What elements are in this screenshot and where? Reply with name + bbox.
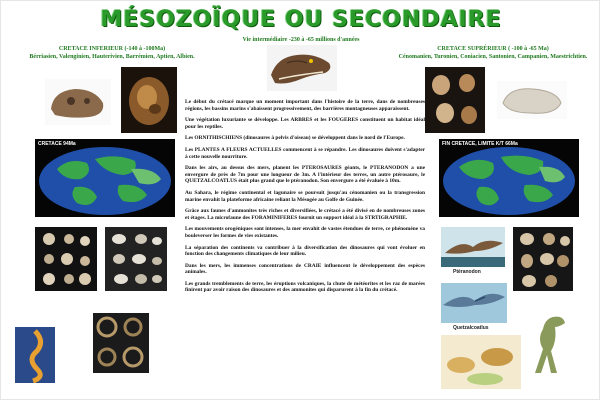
standing-dinosaur-image	[529, 307, 573, 377]
pteranodon-image	[441, 227, 505, 267]
fossil-shell-image	[497, 81, 567, 119]
lower-cretaceous-title: CRETACE INFERIEUR (-140 à -100Ma)	[58, 46, 166, 52]
upper-cretaceous-stages: Cénomanien, Turonien, Coniacien, Santonien, Campanien, Maestrichtien.	[398, 54, 588, 60]
ammonite-eggs-image	[425, 67, 485, 133]
pteranodon-caption: Ptéranodon	[453, 269, 481, 275]
paragraph-11: Les grands tremblements de terre, les éruptions volcaniques, la chute de météorites et les raz de marées finirent par avoir raison des dinosaures et des ammonites qui disparurent à la fin du crétacé.	[185, 280, 425, 294]
quetzalcoatlus-image	[441, 283, 507, 323]
paragraph-2: Une végétation luxuriante se développe. Les ARBRES et les FOUGERES constituent un habitat idéal pour les reptiles.	[185, 117, 425, 130]
paragraph-7: Grâce aux faunes d'ammonites très riches et diversifiées, le crétacé a été divisé en de nombreuses zones et étages. La microfaune des FORAMINIFERES fournit un support idéal à la STRTIGRAPHIE.	[185, 208, 425, 221]
paragraph-1: Le début du crétacé marque un moment important dans l'histoire de la terre, dans de nombreuses régions, les bassins marins s'abaissent progressivement, des barrières montagneuses apparaissent.	[185, 99, 425, 112]
paragraph-4: Les PLANTES A FLEURS ACTUELLES commencent à se répandre. Les dinosaures doivent s'adapter à cette nouvelle nourriture.	[185, 146, 425, 160]
lower-cretaceous-header	[17, 45, 207, 61]
upper-cretaceous-title: CRETACE SUPRÉRIEUR ( -100 à -65 Ma)	[437, 46, 549, 52]
paragraph-6: Au Sahara, le régime continental et lagunaire se poursuit jusqu'au cénomanien ou la transgression marine envahit la plateforme africaine reliant la Mésogée au Golfe de Guinée.	[185, 189, 425, 203]
dinosaur-head-image	[267, 45, 337, 91]
upper-cretaceous-header	[393, 45, 593, 61]
shells-collection-image	[513, 227, 573, 291]
ammonite-collection-image	[93, 313, 149, 373]
paragraph-5: Dans les airs, au dessus des mers, planent les PTEROSAURES géants, le PTERANODON a une envergure de près de 7m pour une longueur de 3m. A l'intérieur des terres, un autre ptérosaure, le QUETZALCOATLUS était plus grand que le ptéranodon. Son envergure a été évaluée à 10m.	[185, 165, 425, 185]
reptile-fossil-image	[15, 327, 55, 383]
quetzalcoatlus-caption: Quetzalcoatlus	[453, 325, 489, 331]
main-text	[185, 99, 425, 299]
page-title: MÉSOZOÏQUE OU SECONDAIRE	[100, 7, 502, 32]
foraminifera-fossils-image	[35, 227, 97, 291]
right-map-label: FIN CRETACE, LIMITE K/T 66Ma	[442, 141, 518, 147]
fossil-skull-image	[45, 79, 111, 125]
fossil-specimen-image	[121, 67, 177, 133]
paragraph-10: Dans les mers, les immenses concentrations de CRAIE influencent le développement des espèces animales.	[185, 262, 425, 276]
era-subtitle: Vie intermédiaire -230 à -65 millions d'années	[242, 37, 360, 43]
left-map-label: CRETACE 94Ma	[38, 141, 76, 147]
microfossils-image	[105, 227, 167, 291]
cretaceous-world-map-left	[35, 139, 175, 217]
lower-cretaceous-stages: Bérriasien, Valenginien, Hauterivien, Barrémien, Aptien, Albien.	[29, 54, 195, 60]
paragraph-3: Les ORNITHISCHIENS (dinosaures à pelvis d'oiseau) se développent dans le nord de l'Europe.	[185, 135, 405, 142]
paragraph-9: La séparation des continents va contribuer à la diversification des dinosaures qui vont évoluer en fonction des changements climatiques de leur milieu.	[185, 244, 425, 258]
dinosaur-scene-image	[441, 335, 521, 389]
cretaceous-world-map-right	[439, 139, 579, 217]
paragraph-8: Les mouvements orogéniques sont intenses, la mer envahit de vastes étendues de terre, ce phénomène va bouleverser les formes de vies existantes.	[185, 226, 425, 239]
